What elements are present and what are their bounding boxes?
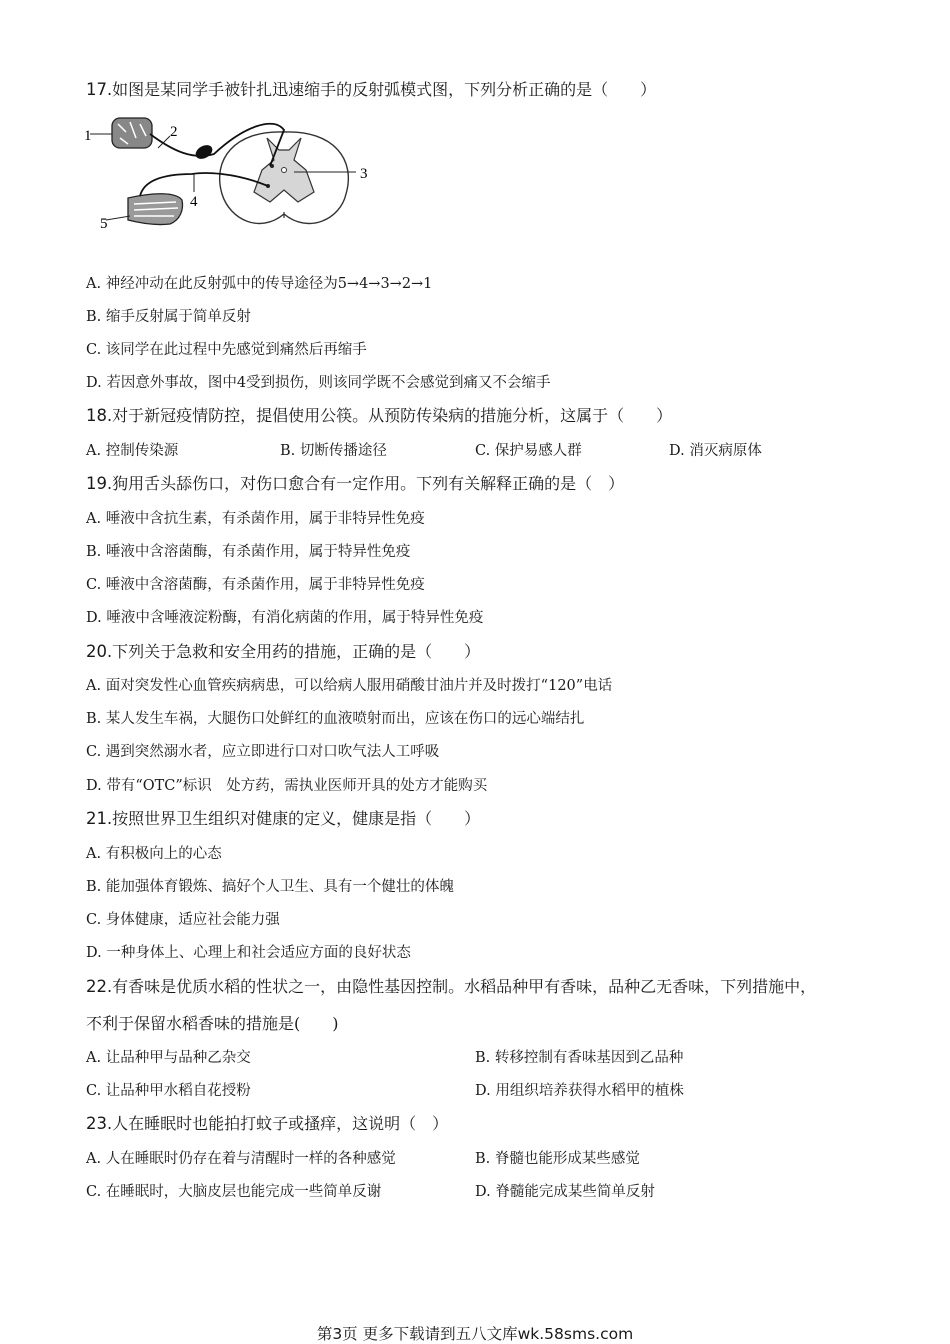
figure-label-2: 2	[170, 124, 178, 140]
figure-label-5: 5	[100, 216, 108, 232]
q17-option-b: B. 缩手反射属于简单反射	[86, 309, 251, 325]
q22-option-d: D. 用组织培养获得水稻甲的植株	[475, 1083, 684, 1099]
q21-option-c: C. 身体健康，适应社会能力强	[86, 912, 280, 928]
q19-option-c: C. 唾液中含溶菌酶，有杀菌作用，属于非特异性免疫	[86, 577, 425, 593]
q19-option-a: A. 唾液中含抗生素，有杀菌作用，属于非特异性免疫	[86, 511, 425, 527]
q23-option-c: C. 在睡眠时，大脑皮层也能完成一些简单反谢	[86, 1184, 382, 1200]
q23-option-a: A. 人在睡眠时仍存在着与清醒时一样的各种感觉	[86, 1151, 396, 1167]
q22-option-a: A. 让品种甲与品种乙杂交	[86, 1050, 251, 1066]
q23-option-d: D. 脊髓能完成某些简单反射	[475, 1184, 655, 1200]
question-22: 22.有香味是优质水稻的性状之一，由隐性基因控制。水稻品种甲有香味，品种乙无香味，下列措施中，	[86, 977, 817, 996]
question-22-line2: 不利于保留水稻香味的措施是( )	[86, 1014, 339, 1033]
q21-option-a: A. 有积极向上的心态	[86, 846, 222, 862]
q22-option-c: C. 让品种甲水稻自花授粉	[86, 1083, 251, 1099]
q19-option-d: D. 唾液中含唾液淀粉酶，有消化病菌的作用，属于特异性免疫	[86, 610, 484, 626]
q21-option-d: D. 一种身体上、心理上和社会适应方面的良好状态	[86, 945, 411, 961]
q19-option-b: B. 唾液中含溶菌酶，有杀菌作用，属于特异性免疫	[86, 544, 411, 560]
figure-label-3: 3	[360, 166, 368, 182]
question-19: 19.狗用舌头舔伤口，对伤口愈合有一定作用。下列有关解释正确的是（ ）	[86, 474, 625, 493]
question-23: 23.人在睡眠时也能拍打蚊子或搔痒，这说明（ ）	[86, 1114, 449, 1133]
reflex-arc-figure	[84, 112, 384, 242]
q17-option-d: D. 若因意外事故，图中4受到损伤，则该同学既不会感觉到痛又不会缩手	[86, 375, 551, 391]
question-17: 17.如图是某同学手被针扎迅速缩手的反射弧模式图，下列分析正确的是（ ）	[86, 80, 657, 99]
question-20: 20.下列关于急救和安全用药的措施，正确的是（ ）	[86, 642, 481, 661]
q20-option-d: D. 带有“OTC”标识 处方药，需执业医师开具的处方才能购买	[86, 778, 488, 794]
q18-option-c: C. 保护易感人群	[475, 443, 582, 459]
q20-option-b: B. 某人发生车祸，大腿伤口处鲜红的血液喷射而出，应该在伤口的远心端结扎	[86, 711, 585, 727]
q18-option-d: D. 消灭病原体	[669, 443, 762, 459]
figure-label-1: 1	[84, 128, 92, 144]
receptor	[112, 118, 152, 148]
q23-option-b: B. 脊髓也能形成某些感觉	[475, 1151, 640, 1167]
q22-option-b: B. 转移控制有香味基因到乙品种	[475, 1050, 684, 1066]
q18-option-b: B. 切断传播途径	[280, 443, 387, 459]
q17-option-a: A. 神经冲动在此反射弧中的传导途径为5→4→3→2→1	[86, 276, 433, 292]
effector	[128, 194, 183, 225]
q18-option-a: A. 控制传染源	[86, 443, 179, 459]
q21-option-b: B. 能加强体育锻炼、搞好个人卫生、具有一个健壮的体魄	[86, 879, 454, 895]
q17-option-c: C. 该同学在此过程中先感觉到痛然后再缩手	[86, 342, 367, 358]
question-21: 21.按照世界卫生组织对健康的定义，健康是指（ ）	[86, 809, 481, 828]
page-footer: 第3页 更多下载请到五八文库wk.58sms.com	[316, 1325, 634, 1343]
question-18: 18.对于新冠疫情防控，提倡使用公筷。从预防传染病的措施分析，这属于（ ）	[86, 406, 673, 425]
q20-option-a: A. 面对突发性心血管疾病病患，可以给病人服用硝酸甘油片并及时拨打“120”电话	[86, 678, 613, 694]
q20-option-c: C. 遇到突然溺水者，应立即进行口对口吹气法人工呼吸	[86, 744, 440, 760]
figure-label-4: 4	[190, 194, 198, 210]
